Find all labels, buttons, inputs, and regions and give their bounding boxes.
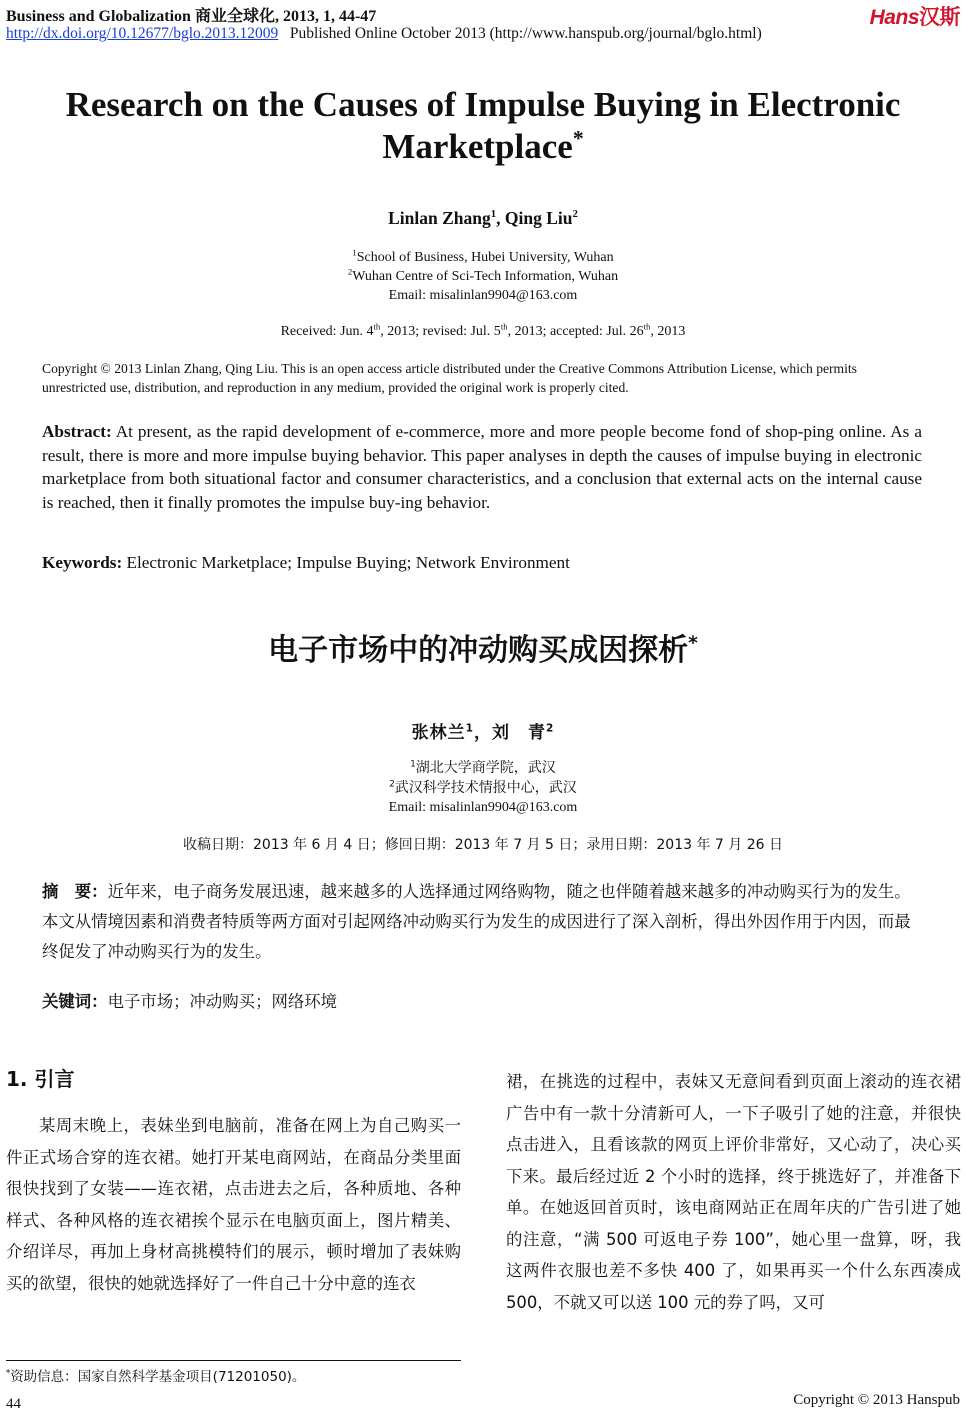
chinese-keywords: 关键词：电子市场；冲动购买；网络环境: [42, 992, 338, 1011]
chinese-authors: 张林兰$^1$，刘 青$^2$: [411, 722, 555, 743]
body-left-column: 某周末晚上，表妹坐到电脑前，准备在网上为自己购买一件正式场合穿的连衣裙。她打开某电商网站，在商品分类里面很快找到了女装——连衣裙，点击进去之后，各种质地、各种样式、各种风格的连衣裙挨个显示在电脑页面上，图片精美、介绍详尽，再加上身材高挑模特们的展示，顿时增加了表妹购买的欲望，很快的她就选择好了一件自己十分中意的连衣: [6, 1116, 461, 1293]
english-affiliations: $^1$School of Business, Hubei University, Wuhan $^2$Wuhan Centre of Sci-Tech Information, Wuhan Email: misalinlan9904@163.com: [0, 248, 966, 305]
section-heading: 1. 引言: [6, 1067, 75, 1091]
footnote: *资助信息：国家自然科学基金项目(71201050)。: [6, 1367, 306, 1385]
page-number: 44: [6, 1396, 21, 1412]
chinese-title: 电子市场中的冲动购买成因探析*: [268, 633, 698, 668]
doi-link[interactable]: http://dx.doi.org/10.12677/bglo.2013.12009: [6, 25, 279, 42]
chinese-abstract: 摘 要：近年来，电子商务发展迅速，越来越多的人选择通过网络购物，随之也伴随着越来越多的冲动购买行为的发生。本文从情境因素和消费者特质等两方面对引起网络冲动购买行为发生的成因进行了深入剖析，得出外因作用于内因，而最终促发了冲动购买行为的发生。: [42, 882, 911, 961]
english-email: Email: misalinlan9904@163.com: [388, 288, 578, 303]
copyright-notice: Copyright © 2013 Linlan Zhang, Qing Liu. This is an open access article distributed under the Creative Commons Attribution License, which permits unrestricted use, distribution, and reproduction in any medium, provided the original work is properly cited.: [42, 361, 857, 395]
english-keywords: Keywords: Electronic Marketplace; Impulse Buying; Network Environment: [42, 553, 570, 572]
chinese-dates: 收稿日期：2013 年 6 月 4 日；修回日期：2013 年 7 月 5 日；录用日期：2013 年 7 月 26 日: [183, 837, 783, 853]
chinese-email: Email: misalinlan9904@163.com: [388, 800, 578, 815]
body-right-column: 裙，在挑选的过程中，表妹又无意间看到页面上滚动的连衣裙广告中有一款十分清新可人，一下子吸引了她的注意，并很快点击进入，且看该款的网页上评价非常好，又心动了，决心买下来。最后经过近 2 个小时的选择，终于挑选好了，并准备下单。在她返回首页时，该电商网站正在周年庆的广告引进了她的注意，“满 500 可返电子券 100”，她心里一盘算，呀，我这两件衣服也差不多快 400 了，如果再买一个什么东西凑成 500，不就又可以送 100 元的券了吗，又可: [506, 1072, 961, 1312]
english-authors: Linlan Zhang$^1$, Qing Liu$^2$: [388, 208, 578, 228]
published-info: Published Online October 2013 (http://www.hanspub.org/journal/bglo.html): [289, 25, 762, 42]
english-dates: Received: Jun. 4th, 2013; revised: Jul. 5th, 2013; accepted: Jul. 26th, 2013: [280, 321, 686, 339]
journal-header: Business and Globalization 商业全球化, 2013, 1, 44-47: [6, 8, 377, 25]
footnote-divider: [6, 1360, 461, 1361]
chinese-affiliations: $^1$湖北大学商学院，武汉 $^2$武汉科学技术情报中心，武汉 Email: misalinlan9904@163.com: [0, 758, 966, 818]
publication-line: [6, 25, 762, 43]
english-title: Research on the Causes of Impulse Buying in Electronic Marketplace*: [65, 85, 901, 166]
footer-copyright: Copyright © 2013 Hanspub: [793, 1392, 960, 1408]
hans-logo: Hans汉斯: [869, 6, 960, 29]
english-abstract: Abstract: At present, as the rapid development of e-commerce, more and more people become fond of shop-ping online. As a result, there is more and more impulse buying behavior. This paper analyses in depth the causes of impulse buying in electronic marketplace from both situational factor and consumer characteristics, and a conclusion that external acts on the internal cause is reached, then it finally promotes the impulse buy-ing behavior.: [42, 422, 922, 512]
